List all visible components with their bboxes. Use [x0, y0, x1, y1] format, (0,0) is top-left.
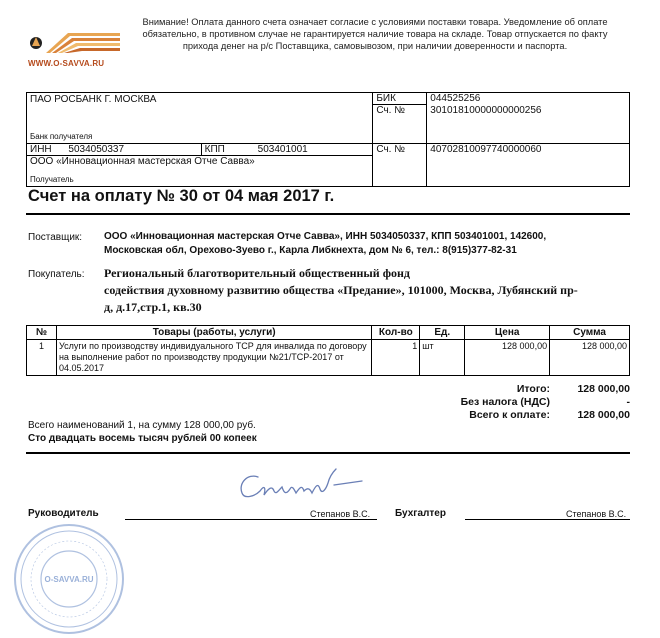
stamp-center-text: O-SAVVA.RU [44, 575, 94, 584]
recipient-label: Получатель [30, 175, 74, 184]
goods-table [26, 325, 630, 376]
col-goods: Товары (работы, услуги) [56, 326, 371, 340]
vat-value: - [626, 396, 630, 408]
col-num: № [27, 326, 57, 340]
title-rule [26, 213, 630, 215]
supplier-details [104, 230, 624, 258]
inn-cell [27, 144, 202, 156]
row-num: 1 [27, 340, 57, 376]
director-sign-line [125, 519, 377, 520]
director-name: Степанов В.С. [310, 509, 371, 519]
summary-rule [26, 452, 630, 454]
supplier-label: Поставщик: [28, 232, 83, 243]
inn-value: 5034050337 [68, 144, 125, 155]
supplier-line-1: ООО «Инновационная мастерская Отче Савва», ИНН 5034050337, КПП 503401001, 142600, [104, 231, 547, 242]
row-desc: Услуги по производству индивидуального ТСР для инвалида по договору на выполнение работ по производству продукции №21/ТСР-2017 от 04.05.2017 [56, 340, 371, 376]
kpp-value: 503401001 [257, 144, 308, 155]
buyer-line-3: д, д.17,стр.1, кв.30 [104, 300, 202, 314]
buyer-line-2: содействия духовному развитию общества «Предание», 101000, Москва, Лубянский пр- [104, 283, 578, 297]
corr-label: Сч. № [373, 105, 427, 144]
buyer-details [104, 265, 629, 316]
kpp-label: КПП [204, 144, 225, 155]
bank-details-table [26, 92, 630, 187]
row-sum: 128 000,00 [550, 340, 630, 376]
table-row [27, 340, 630, 376]
buyer-label: Покупатель: [28, 269, 85, 280]
director-label: Руководитель [28, 508, 99, 519]
corr-account: 30101810000000000256 [427, 105, 630, 144]
accountant-name: Степанов В.С. [566, 509, 627, 519]
accountant-sign-line [465, 519, 630, 520]
bik-label: БИК [373, 93, 427, 105]
recipient-name: ООО «Инновационная мастерская Отче Савва» [30, 156, 255, 167]
pay-value: 128 000,00 [577, 409, 630, 421]
bank-label: Банк получателя [30, 132, 93, 141]
inn-label: ИНН [30, 144, 52, 155]
logo-url: WWW.O-SAVVA.RU [28, 59, 105, 68]
account-label: Сч. № [373, 144, 427, 187]
bik-value: 044525256 [427, 93, 630, 105]
summary-words: Сто двадцать восемь тысяч рублей 00 копеек [28, 433, 257, 444]
account-value: 40702810097740000060 [427, 144, 630, 187]
kpp-cell [201, 144, 373, 156]
invoice-title: Счет на оплату № 30 от 04 мая 2017 г. [28, 187, 335, 205]
row-price: 128 000,00 [465, 340, 550, 376]
col-unit: Ед. [420, 326, 465, 340]
row-unit: шт [420, 340, 465, 376]
goods-header-row [27, 326, 630, 340]
buyer-line-1: Региональный благотворительный общественный фонд [104, 266, 410, 280]
vat-label: Без налога (НДС) [460, 396, 550, 408]
bank-name: ПАО РОСБАНК Г. МОСКВА [30, 94, 157, 105]
total-label: Итого: [516, 383, 550, 395]
payment-notice: Внимание! Оплата данного счета означает согласие с условиями поставки товара. Уведомление об оплате обязательно, в противном случае не гарантируется наличие товара на складе. Товар отпускается по факту прихода денег на р/с Поставщика, самовывозом, при наличии доверенности и паспорта. [142, 17, 608, 52]
recipient-cell [27, 156, 373, 187]
total-value: 128 000,00 [577, 383, 630, 395]
supplier-line-2: Московская обл, Орехово-Зуево г., Карла Либкнехта, дом № 6, тел.: 8(915)377-82-31 [104, 245, 517, 256]
col-price: Цена [465, 326, 550, 340]
accountant-label: Бухгалтер [395, 508, 446, 519]
row-qty: 1 [372, 340, 420, 376]
col-sum: Сумма [550, 326, 630, 340]
handwritten-signature [230, 465, 380, 510]
bank-cell [27, 93, 373, 126]
pay-label: Всего к оплате: [469, 409, 550, 421]
bank-label-cell [27, 125, 373, 144]
col-qty: Кол-во [372, 326, 420, 340]
logo-mark-icon [30, 37, 42, 49]
company-stamp [10, 520, 128, 638]
summary-count: Всего наименований 1, на сумму 128 000,00 руб. [28, 420, 256, 431]
